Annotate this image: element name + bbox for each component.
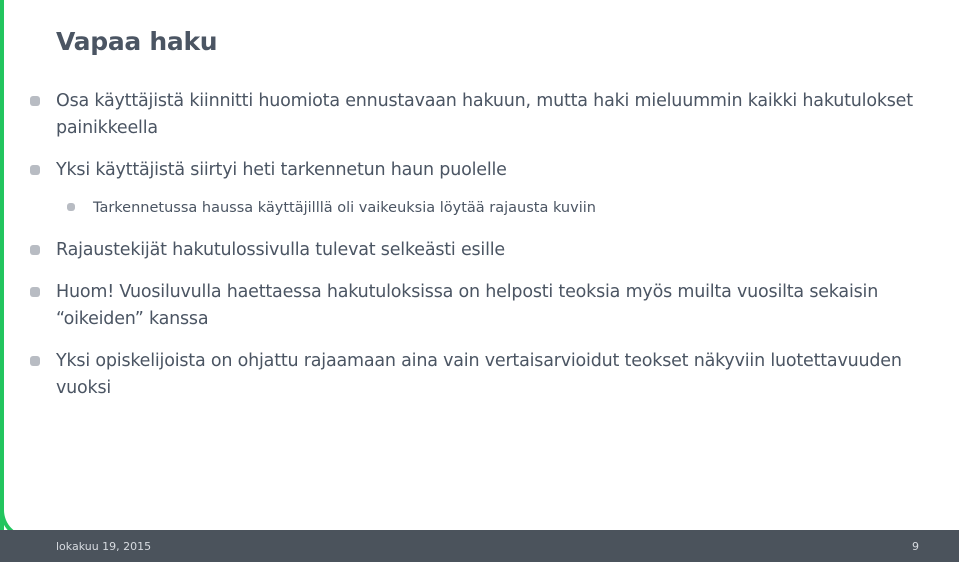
- bullet-item: [30, 279, 930, 333]
- sub-bullet-marker: [67, 203, 75, 211]
- bullet-text: Rajaustekijät hakutulossivulla tulevat selkeästi esille: [56, 240, 505, 260]
- footer-date: lokakuu 19, 2015: [56, 540, 152, 553]
- sub-bullet-text: Tarkennetussa haussa käyttäjilllä oli vaikeuksia löytää rajausta kuviin: [93, 200, 596, 216]
- bullet-text: Yksi opiskelijoista on ohjattu rajaamaan aina vain vertaisarvioidut teokset näkyviin luotettavuuden vuoksi: [56, 351, 902, 398]
- bullet-item: [30, 157, 930, 184]
- bullet-text: Osa käyttäjistä kiinnitti huomiota ennustavaan hakuun, mutta haki mieluummin kaikki hakutulokset painikkeella: [56, 91, 913, 138]
- bullet-marker: [30, 245, 40, 255]
- page-number: 9: [912, 540, 919, 553]
- bullet-item: [30, 88, 930, 142]
- bullet-marker: [30, 356, 40, 366]
- bullet-text: Yksi käyttäjistä siirtyi heti tarkennetun haun puolelle: [56, 160, 507, 180]
- bullet-item: [30, 237, 930, 264]
- slide-title: Vapaa haku: [56, 27, 218, 56]
- bullet-marker: [30, 96, 40, 106]
- sub-bullet-item: [67, 197, 930, 219]
- bullet-list: [30, 88, 930, 417]
- bullet-marker: [30, 165, 40, 175]
- footer-bar: [0, 530, 959, 562]
- accent-bar: [0, 0, 4, 530]
- bullet-text: Huom! Vuosiluvulla haettaessa hakutuloksissa on helposti teoksia myös muilta vuosilta sekaisin “oikeiden” kanssa: [56, 282, 879, 329]
- bullet-item: [30, 348, 930, 402]
- bullet-marker: [30, 287, 40, 297]
